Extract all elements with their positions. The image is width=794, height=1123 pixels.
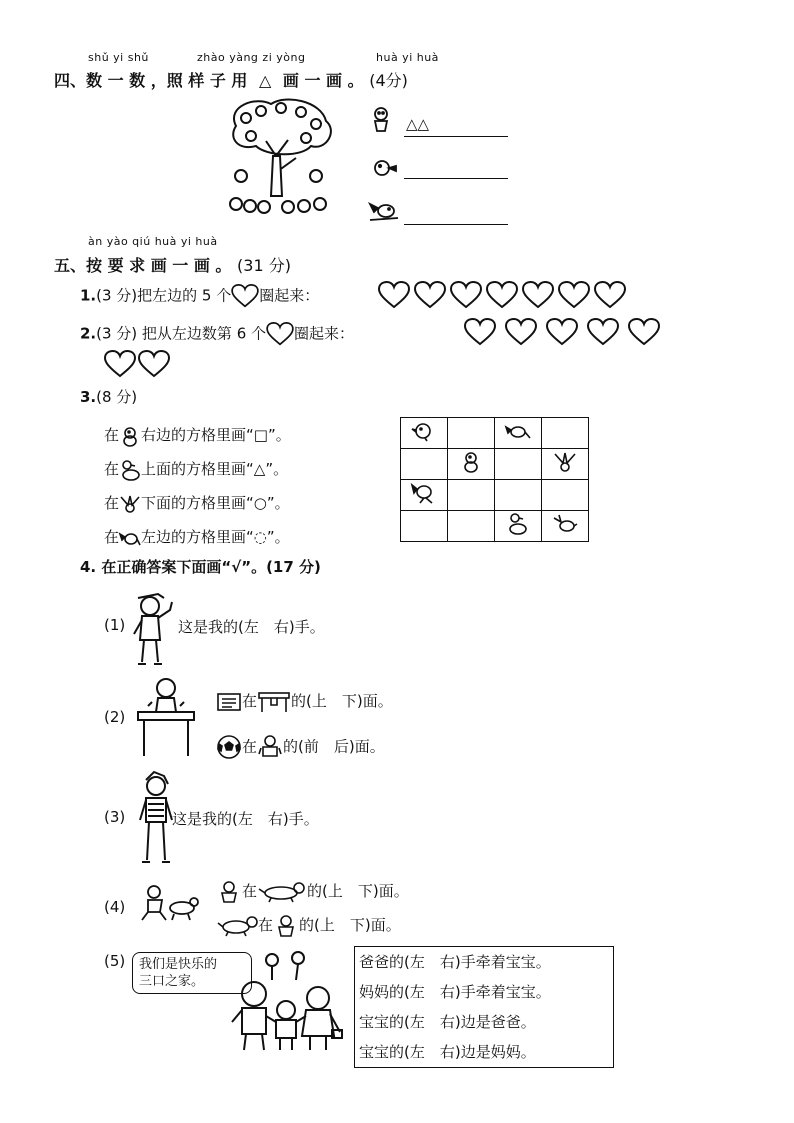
q3-instruction-1: [104, 424, 291, 447]
q3-instruction-2: [104, 458, 288, 481]
soccer-ball-icon: [216, 734, 242, 760]
heart-icon[interactable]: [464, 318, 496, 346]
answer-line-2[interactable]: [404, 178, 508, 179]
section5-title-text: 五、按 要 求 画 一 画 。: [54, 256, 232, 275]
tree-with-animals-illustration: [226, 96, 336, 218]
q3-instruction-4: [104, 526, 290, 549]
bird-icon: [551, 512, 579, 536]
grid-cell[interactable]: [448, 480, 495, 511]
bubble-line-2: 三口之家。: [139, 974, 205, 989]
q3-line1-post: 右边的方格里画“□”。: [141, 426, 291, 444]
row1-answer: △△: [406, 115, 430, 133]
duck-icon: [119, 459, 141, 481]
section4-title-b: 画 一 画 。: [282, 71, 364, 90]
q3-line4-pre: 在: [104, 528, 120, 546]
p5-statement-2[interactable]: 妈妈的(左 右)手牵着宝宝。: [359, 983, 551, 1001]
dog-icon: [216, 915, 258, 937]
heart-icon[interactable]: [378, 281, 410, 309]
grid-cell[interactable]: [495, 480, 542, 511]
boy-raising-hand-illustration: [128, 588, 180, 668]
q1-number: 1.: [80, 286, 97, 305]
heart-icon[interactable]: [505, 318, 537, 346]
q1-prefix: (3 分)把左边的 5 个: [96, 286, 232, 305]
dog-icon: [257, 881, 307, 903]
heart-icon[interactable]: [486, 281, 518, 309]
desk-icon: [257, 691, 291, 713]
q2-heart-row-2: [104, 350, 170, 378]
flying-bird-icon: [119, 493, 141, 515]
small-bird-icon: [411, 420, 437, 442]
q4-p3-label: (3): [104, 808, 126, 826]
q3-line2-post: 上面的方格里画“△”。: [141, 460, 289, 478]
heart-icon[interactable]: [104, 350, 136, 378]
section5-points: (31 分): [237, 256, 291, 275]
family-illustration: [226, 950, 346, 1054]
chick-icon: [460, 450, 482, 474]
q1-line: [80, 284, 319, 308]
duck-icon: [506, 512, 530, 536]
children-and-dog-illustration: [136, 884, 200, 922]
q1-heart-row: [378, 281, 626, 309]
heart-icon[interactable]: [138, 350, 170, 378]
q4-p4-line-a: [216, 880, 409, 903]
bubble-line-1: 我们是快乐的: [139, 957, 218, 972]
q3-grid: [400, 417, 589, 542]
grid-cell[interactable]: [401, 418, 448, 449]
q4-p2-a-pre: 在: [242, 692, 258, 710]
book-icon: [216, 691, 242, 713]
q3-line2-pre: 在: [104, 460, 120, 478]
q3-line3-post: 下面的方格里画“○”。: [141, 494, 290, 512]
section4-points: (4分): [369, 71, 408, 90]
q4-p4-label: (4): [104, 898, 126, 916]
child-icon: [273, 915, 299, 937]
q4-p4-a-post: 的(上 下)面。: [307, 882, 409, 900]
p5-statement-1[interactable]: 爸爸的(左 右)手牵着宝宝。: [359, 953, 551, 971]
q4-p5-answer-box: [354, 946, 614, 1068]
grid-cell[interactable]: [401, 449, 448, 480]
heart-icon: [266, 322, 294, 346]
flying-bird-icon: [553, 450, 577, 474]
section4-title-a: 四、数 一 数 ，照 样 子 用: [54, 71, 248, 90]
section5-title: [54, 253, 291, 276]
heart-icon[interactable]: [558, 281, 590, 309]
q3-header: [80, 386, 137, 407]
q4-p2-b-post: 的(前 后)面。: [283, 737, 385, 756]
heart-icon[interactable]: [594, 281, 626, 309]
q2-heart-row-1: [464, 318, 660, 346]
child-icon: [216, 881, 242, 903]
grid-cell[interactable]: [542, 418, 589, 449]
p5-statement-3[interactable]: 宝宝的(左 右)边是爸爸。: [359, 1013, 536, 1031]
parrot-icon: [504, 420, 532, 442]
q4-p2-line-b: [216, 734, 385, 760]
q3-line4-post: 左边的方格里画“◌”。: [141, 528, 290, 546]
grid-cell[interactable]: [542, 449, 589, 480]
q4-p2-line-a: [216, 690, 393, 713]
grid-cell[interactable]: [495, 449, 542, 480]
q4-p1-text: 这是我的(左 右)手。: [178, 618, 325, 636]
q4-p4-line-b: [216, 914, 401, 937]
q2-line: [80, 322, 354, 346]
q4-p3-text: 这是我的(左 右)手。: [172, 810, 319, 828]
q4-title: 4. 在正确答案下面画“√”。(17 分): [80, 558, 321, 576]
p5-statement-4[interactable]: 宝宝的(左 右)边是妈妈。: [359, 1043, 536, 1061]
q2-number: 2.: [80, 324, 97, 343]
grid-cell[interactable]: [448, 418, 495, 449]
heart-icon[interactable]: [546, 318, 578, 346]
heart-icon[interactable]: [450, 281, 482, 309]
heart-icon[interactable]: [522, 281, 554, 309]
q4-p2-a-post: 的(上 下)面。: [291, 692, 393, 710]
monkey-icon: [370, 107, 392, 133]
q4-p5-label: (5): [104, 952, 126, 970]
section4-title: [54, 68, 408, 91]
q3-line1-pre: 在: [104, 426, 120, 444]
q4-p4-a-pre: 在: [242, 882, 258, 900]
q2-prefix: (3 分) 把从左边数第 6 个: [96, 324, 267, 343]
heart-icon[interactable]: [628, 318, 660, 346]
seated-boy-icon: [257, 734, 283, 760]
pinyin-hua-yi-hua: huà yi huà: [376, 51, 439, 64]
q4-p2-label: (2): [104, 708, 126, 726]
grid-cell[interactable]: [542, 480, 589, 511]
pinyin-an-yao-qiu-hua-yi-hua: àn yào qiú huà yi huà: [88, 235, 218, 248]
grid-cell[interactable]: [401, 511, 448, 542]
q2-suffix: 圈起来：: [294, 324, 355, 343]
q3-line3-pre: 在: [104, 494, 120, 512]
triangle-symbol: △: [259, 71, 272, 90]
q1-suffix: 圈起来：: [259, 286, 320, 305]
grid-cell[interactable]: [495, 511, 542, 542]
boy-at-desk-illustration: [136, 676, 196, 758]
q4-p1-label: (1): [104, 616, 126, 634]
parrot-icon: [119, 527, 141, 549]
heart-icon[interactable]: [587, 318, 619, 346]
grid-cell[interactable]: [448, 511, 495, 542]
small-bird-icon: [372, 158, 398, 180]
q4-p4-b-post: 的(上 下)面。: [299, 916, 401, 934]
grid-cell[interactable]: [495, 418, 542, 449]
q3-instruction-3: [104, 492, 290, 515]
pinyin-shu-yi-shu: shǔ yi shǔ: [88, 51, 149, 64]
answer-line-1[interactable]: [404, 136, 508, 137]
heart-icon[interactable]: [414, 281, 446, 309]
heart-icon: [231, 284, 259, 308]
perched-bird-icon: [410, 481, 438, 505]
q3-number: 3.: [80, 388, 97, 406]
q3-points: (8 分): [96, 388, 138, 406]
q4-p2-b-pre: 在: [242, 737, 258, 756]
answer-line-3[interactable]: [404, 224, 508, 225]
grid-cell[interactable]: [542, 511, 589, 542]
q4-p4-b-pre: 在: [258, 916, 274, 934]
grid-cell[interactable]: [401, 480, 448, 511]
chick-icon: [119, 425, 141, 447]
pinyin-zhao-yang-zi-yong: zhào yàng zi yòng: [197, 51, 306, 64]
standing-boy-illustration: [136, 770, 176, 866]
perched-bird-icon: [368, 200, 400, 226]
grid-cell[interactable]: [448, 449, 495, 480]
